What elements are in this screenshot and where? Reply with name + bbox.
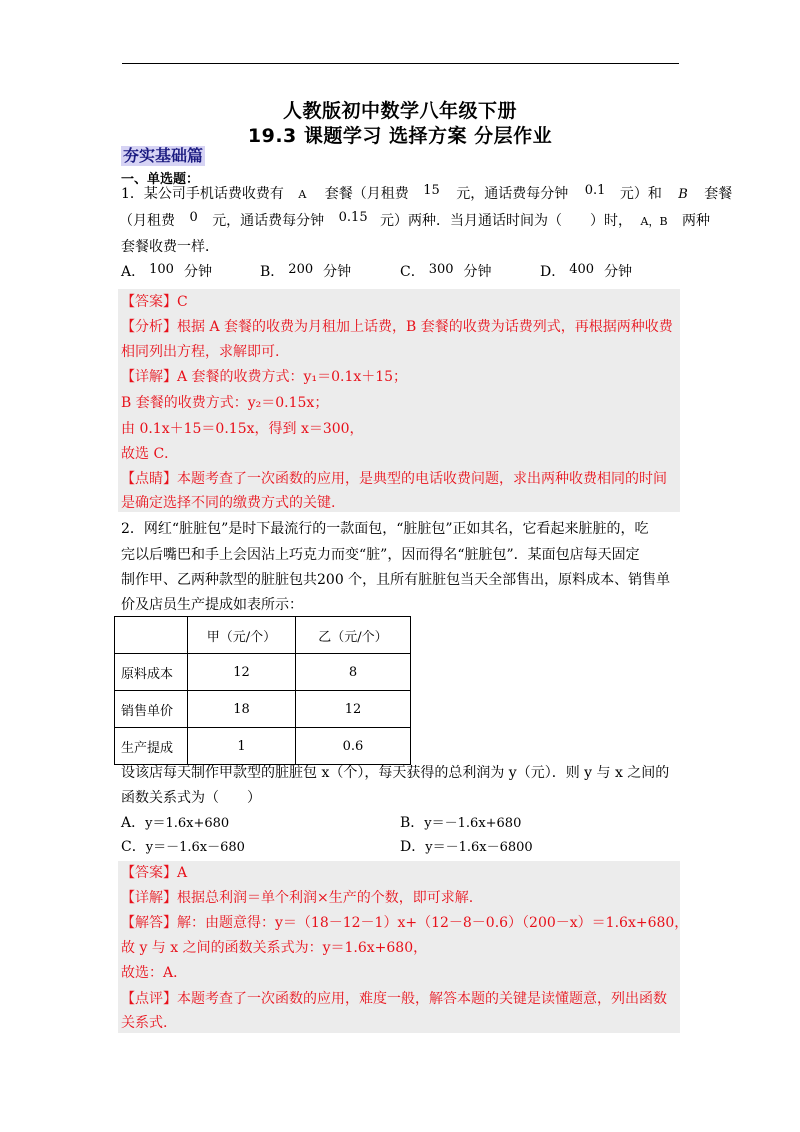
q1-option-d[interactable] bbox=[540, 263, 632, 282]
option-unit: 分钟 bbox=[183, 264, 212, 280]
q2-comment-cont: 关系式. bbox=[121, 1015, 168, 1031]
q2-option-a[interactable] bbox=[121, 814, 229, 833]
q1-line1 bbox=[121, 185, 732, 204]
option-letter: A． bbox=[121, 264, 146, 280]
q1-rent: 15 bbox=[423, 183, 440, 198]
q1-rent-b: 0 bbox=[189, 210, 198, 225]
q1-text: 套餐 bbox=[704, 186, 733, 202]
table-row bbox=[115, 691, 411, 728]
q2-option-c[interactable] bbox=[121, 838, 245, 857]
table-row-label: 原料成本 bbox=[115, 654, 188, 691]
q1-answer: 【答案】C bbox=[121, 294, 188, 310]
q2-solution-choice: 故选：A． bbox=[121, 965, 188, 981]
option-letter: C． bbox=[400, 264, 425, 280]
table-row bbox=[115, 728, 411, 765]
option-value: 200 bbox=[288, 262, 314, 277]
document-title: 人教版初中数学八年级下册 bbox=[282, 100, 517, 122]
q2-line2: 完以后嘴巴和手上会因沾上巧克力而变“脏”，因而得名“脏脏包”．某面包店每天固定 bbox=[121, 547, 640, 563]
q1-text: （月租费 bbox=[119, 213, 175, 229]
q1-text: 1．某公司手机话费收费有 bbox=[121, 186, 284, 202]
q1-analysis: 【分析】根据 A 套餐的收费为月租加上话费，B 套餐的收费为话费列式，再根据两种收费 bbox=[121, 319, 673, 335]
q2-line1: 2．网红“脏脏包”是时下最流行的一款面包，“脏脏包”正如其名，它看起来脏脏的，吃 bbox=[121, 521, 649, 537]
table-cell: 0.6 bbox=[296, 728, 411, 765]
q1-analysis-cont: 相同列出方程，求解即可. bbox=[121, 344, 280, 360]
table-header-row bbox=[115, 617, 411, 654]
q1-option-b[interactable] bbox=[260, 263, 351, 282]
q2-answer: 【答案】A bbox=[121, 865, 188, 881]
q2-line4: 价及店员生产提成如表所示： bbox=[121, 597, 303, 613]
q2-comment: 【点评】本题考查了一次函数的应用，难度一般，解答本题的关键是读懂题意，列出函数 bbox=[121, 991, 667, 1007]
table-cell: 12 bbox=[188, 654, 296, 691]
q1-rate-a: 0.1 bbox=[584, 183, 606, 198]
q1-comment: 【点睛】本题考查了一次函数的应用，是典型的电话收费问题，求出两种收费相同的时间 bbox=[121, 471, 667, 487]
q2-option-d[interactable] bbox=[400, 838, 533, 857]
q1-package-a: A bbox=[298, 188, 307, 201]
option-value: 300 bbox=[428, 262, 454, 277]
q2-solution-result: 故 y 与 x 之间的函数关系式为：y＝1.6x+680， bbox=[121, 940, 428, 956]
q1-text: 套餐（月租费 bbox=[324, 186, 409, 202]
option-letter: D． bbox=[400, 839, 426, 855]
option-unit: 分钟 bbox=[604, 264, 633, 280]
cost-table bbox=[114, 616, 411, 765]
table-cell: 12 bbox=[296, 691, 411, 728]
q2-solution: 【解答】解：由题意得：y＝（18－12－1）x+（12－8－0.6）（200－x）＝1.6x+680， bbox=[121, 915, 689, 931]
q2-line5: 设该店每天制作甲款型的脏脏包 x（个），每天获得的总利润为 y（元）．则 y 与 x 之间的 bbox=[121, 765, 670, 781]
option-value: 100 bbox=[149, 262, 174, 277]
section-heading: 夯实基础篇 bbox=[123, 146, 204, 165]
option-unit: 分钟 bbox=[323, 264, 352, 280]
q2-line3: 制作甲、乙两种款型的脏脏包共200 个，且所有脏脏包当天全部售出，原料成本、销售单 bbox=[121, 572, 671, 588]
option-expr: y＝1.6x+680 bbox=[145, 816, 230, 831]
option-expr: y＝－1.6x－6800 bbox=[425, 840, 533, 855]
table-header-cell: 甲（元/个） bbox=[188, 617, 296, 654]
q2-detail: 【详解】根据总利润＝单个利润×生产的个数，即可求解. bbox=[121, 890, 474, 906]
q1-line3: 套餐收费一样． bbox=[121, 239, 219, 255]
q1-text: 两种 bbox=[681, 213, 710, 229]
q1-text: 元，通话费每分钟 bbox=[456, 186, 569, 202]
table-header-cell: 乙（元/个） bbox=[296, 617, 411, 654]
q1-detail-b: B 套餐的收费方式：y₂＝0.15x； bbox=[121, 395, 329, 411]
q1-comment-cont: 是确定选择不同的缴费方式的关键. bbox=[121, 495, 336, 511]
q1-package-b: B bbox=[678, 187, 688, 202]
option-expr: y＝－1.6x+680 bbox=[424, 816, 522, 831]
table-header-cell bbox=[115, 617, 188, 654]
table-row bbox=[115, 654, 411, 691]
q1-detail-choice: 故选 C． bbox=[121, 446, 179, 462]
table-row-label: 生产提成 bbox=[115, 728, 188, 765]
option-letter: D． bbox=[540, 264, 566, 280]
option-letter: A． bbox=[121, 815, 146, 831]
document-subtitle: 19.3 课题学习 选择方案 分层作业 bbox=[247, 125, 553, 147]
q1-rate-b: 0.15 bbox=[338, 210, 368, 225]
option-expr: y＝－1.6x－680 bbox=[145, 840, 245, 855]
q1-text: 元）两种．当月通话时间为（ ）时， bbox=[380, 213, 633, 229]
option-unit: 分钟 bbox=[463, 264, 492, 280]
q1-detail-solve: 由 0.1x＋15＝0.15x，得到 x＝300， bbox=[121, 421, 364, 437]
header-rule bbox=[122, 63, 679, 64]
q2-option-b[interactable] bbox=[400, 814, 521, 833]
option-letter: C． bbox=[121, 839, 146, 855]
q1-detail-a: 【详解】A 套餐的收费方式：y₁＝0.1x＋15； bbox=[121, 369, 408, 385]
q1-line2 bbox=[119, 212, 710, 231]
q1-option-c[interactable] bbox=[400, 263, 492, 282]
q1-text: 元，通话费每分钟 bbox=[212, 213, 325, 229]
table-cell: 8 bbox=[296, 654, 411, 691]
q1-text: 元）和 bbox=[619, 186, 662, 202]
subsection-heading: 一、单选题： bbox=[121, 172, 200, 187]
option-letter: B． bbox=[260, 264, 285, 280]
option-value: 400 bbox=[569, 262, 595, 277]
table-cell: 1 bbox=[188, 728, 296, 765]
q1-option-a[interactable] bbox=[121, 263, 212, 282]
table-row-label: 销售单价 bbox=[115, 691, 188, 728]
table-cell: 18 bbox=[188, 691, 296, 728]
q2-line6: 函数关系式为（ ） bbox=[121, 790, 261, 806]
q1-packages: A，B bbox=[640, 215, 668, 228]
option-letter: B． bbox=[400, 815, 425, 831]
